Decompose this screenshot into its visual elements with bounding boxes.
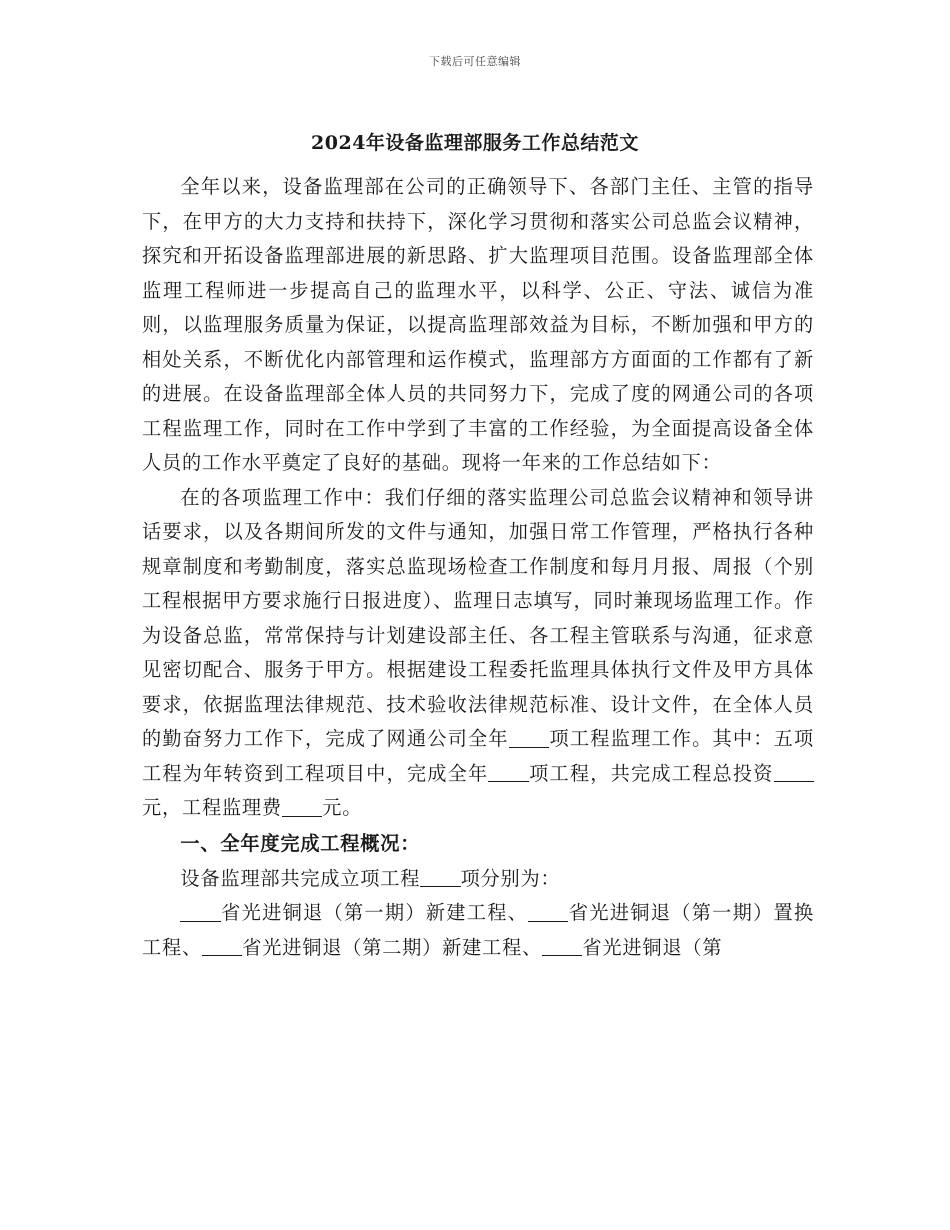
blank-line — [774, 762, 814, 782]
blank-line — [420, 867, 460, 887]
blank-line — [528, 902, 568, 922]
document-title: 2024年设备监理部服务工作总结范文 — [311, 132, 639, 154]
document-body — [142, 170, 814, 965]
text-segment: 项分别为： — [460, 866, 561, 890]
blank-line — [282, 797, 322, 817]
header-note: 下载后可任意编辑 — [429, 55, 521, 68]
text-segment: 元。 — [322, 796, 363, 819]
section-heading: 一、全年度完成工程概况： — [180, 831, 421, 855]
blank-line — [488, 762, 528, 782]
text-segment: 省光进铜退（第一期）新建工程、 — [220, 901, 529, 924]
text-segment: 在的各项监理工作中：我们仔细的落实监理公司总监会议精神和领导讲话要求，以及各期间所发的文件与通知，加强日常工作管理，严格执行各种规章制度和考勤制度，落实总监现场检查工作制度和每月月报、周报（个别工程根据甲方要求施行日报进度）、监理日志填写，同时兼现场监理工作。作为设备总监，常常保持与计划建设部主任、各工程主管联系与沟通，征求意见密切配合、服务于甲方。根据建设工程委托监理具体执行文件及甲方具体要求，依据监理法律规范、技术验收法律规范标准、设计文件，在全体人员的勤奋努力工作下，完成了网通公司全年 — [142, 485, 814, 750]
text-segment: 项工程，共完成工程总投资 — [528, 761, 774, 785]
text-segment: 元，工程监理费 — [142, 796, 282, 819]
text-segment: 设备监理部共完成立项工程 — [180, 866, 421, 890]
text-segment: 省光进铜退（第一期）置换工程、 — [142, 901, 814, 959]
paragraph-projects-intro — [142, 862, 814, 897]
text-segment: 省光进铜退（第 — [582, 935, 723, 959]
blank-line — [509, 728, 549, 748]
paragraph-intro: 全年以来，设备监理部在公司的正确领导下、各部门主任、主管的指导下，在甲方的大力支持和扶持下，深化学习贯彻和落实公司总监会议精神，探究和开拓设备监理部进展的新思路、扩大监理项目范围。设备监理部全体监理工程师进一步提高自己的监理水平，以科学、公正、守法、诚信为准则，以监理服务质量为保证，以提高监理部效益为目标，不断加强和甲方的相处关系，不断优化内部管理和运作模式，监理部方方面面的工作都有了新的进展。在设备监理部全体人员的共同努力下，完成了度的网通公司的各项工程监理工作，同时在工作中学到了丰富的工作经验，为全面提高设备全体人员的工作水平奠定了良好的基础。现将一年来的工作总结如下： — [142, 175, 814, 474]
paragraph-work-summary — [142, 481, 814, 826]
blank-line — [542, 936, 582, 956]
text-segment: 省光进铜退（第二期）新建工程、 — [242, 935, 543, 959]
text-segment: 项工程监理工作。其中：五项工程为年转资到工程项目中，完成全年 — [142, 727, 814, 785]
paragraph-project-list — [142, 896, 814, 965]
blank-line — [202, 936, 242, 956]
blank-line — [180, 902, 220, 922]
